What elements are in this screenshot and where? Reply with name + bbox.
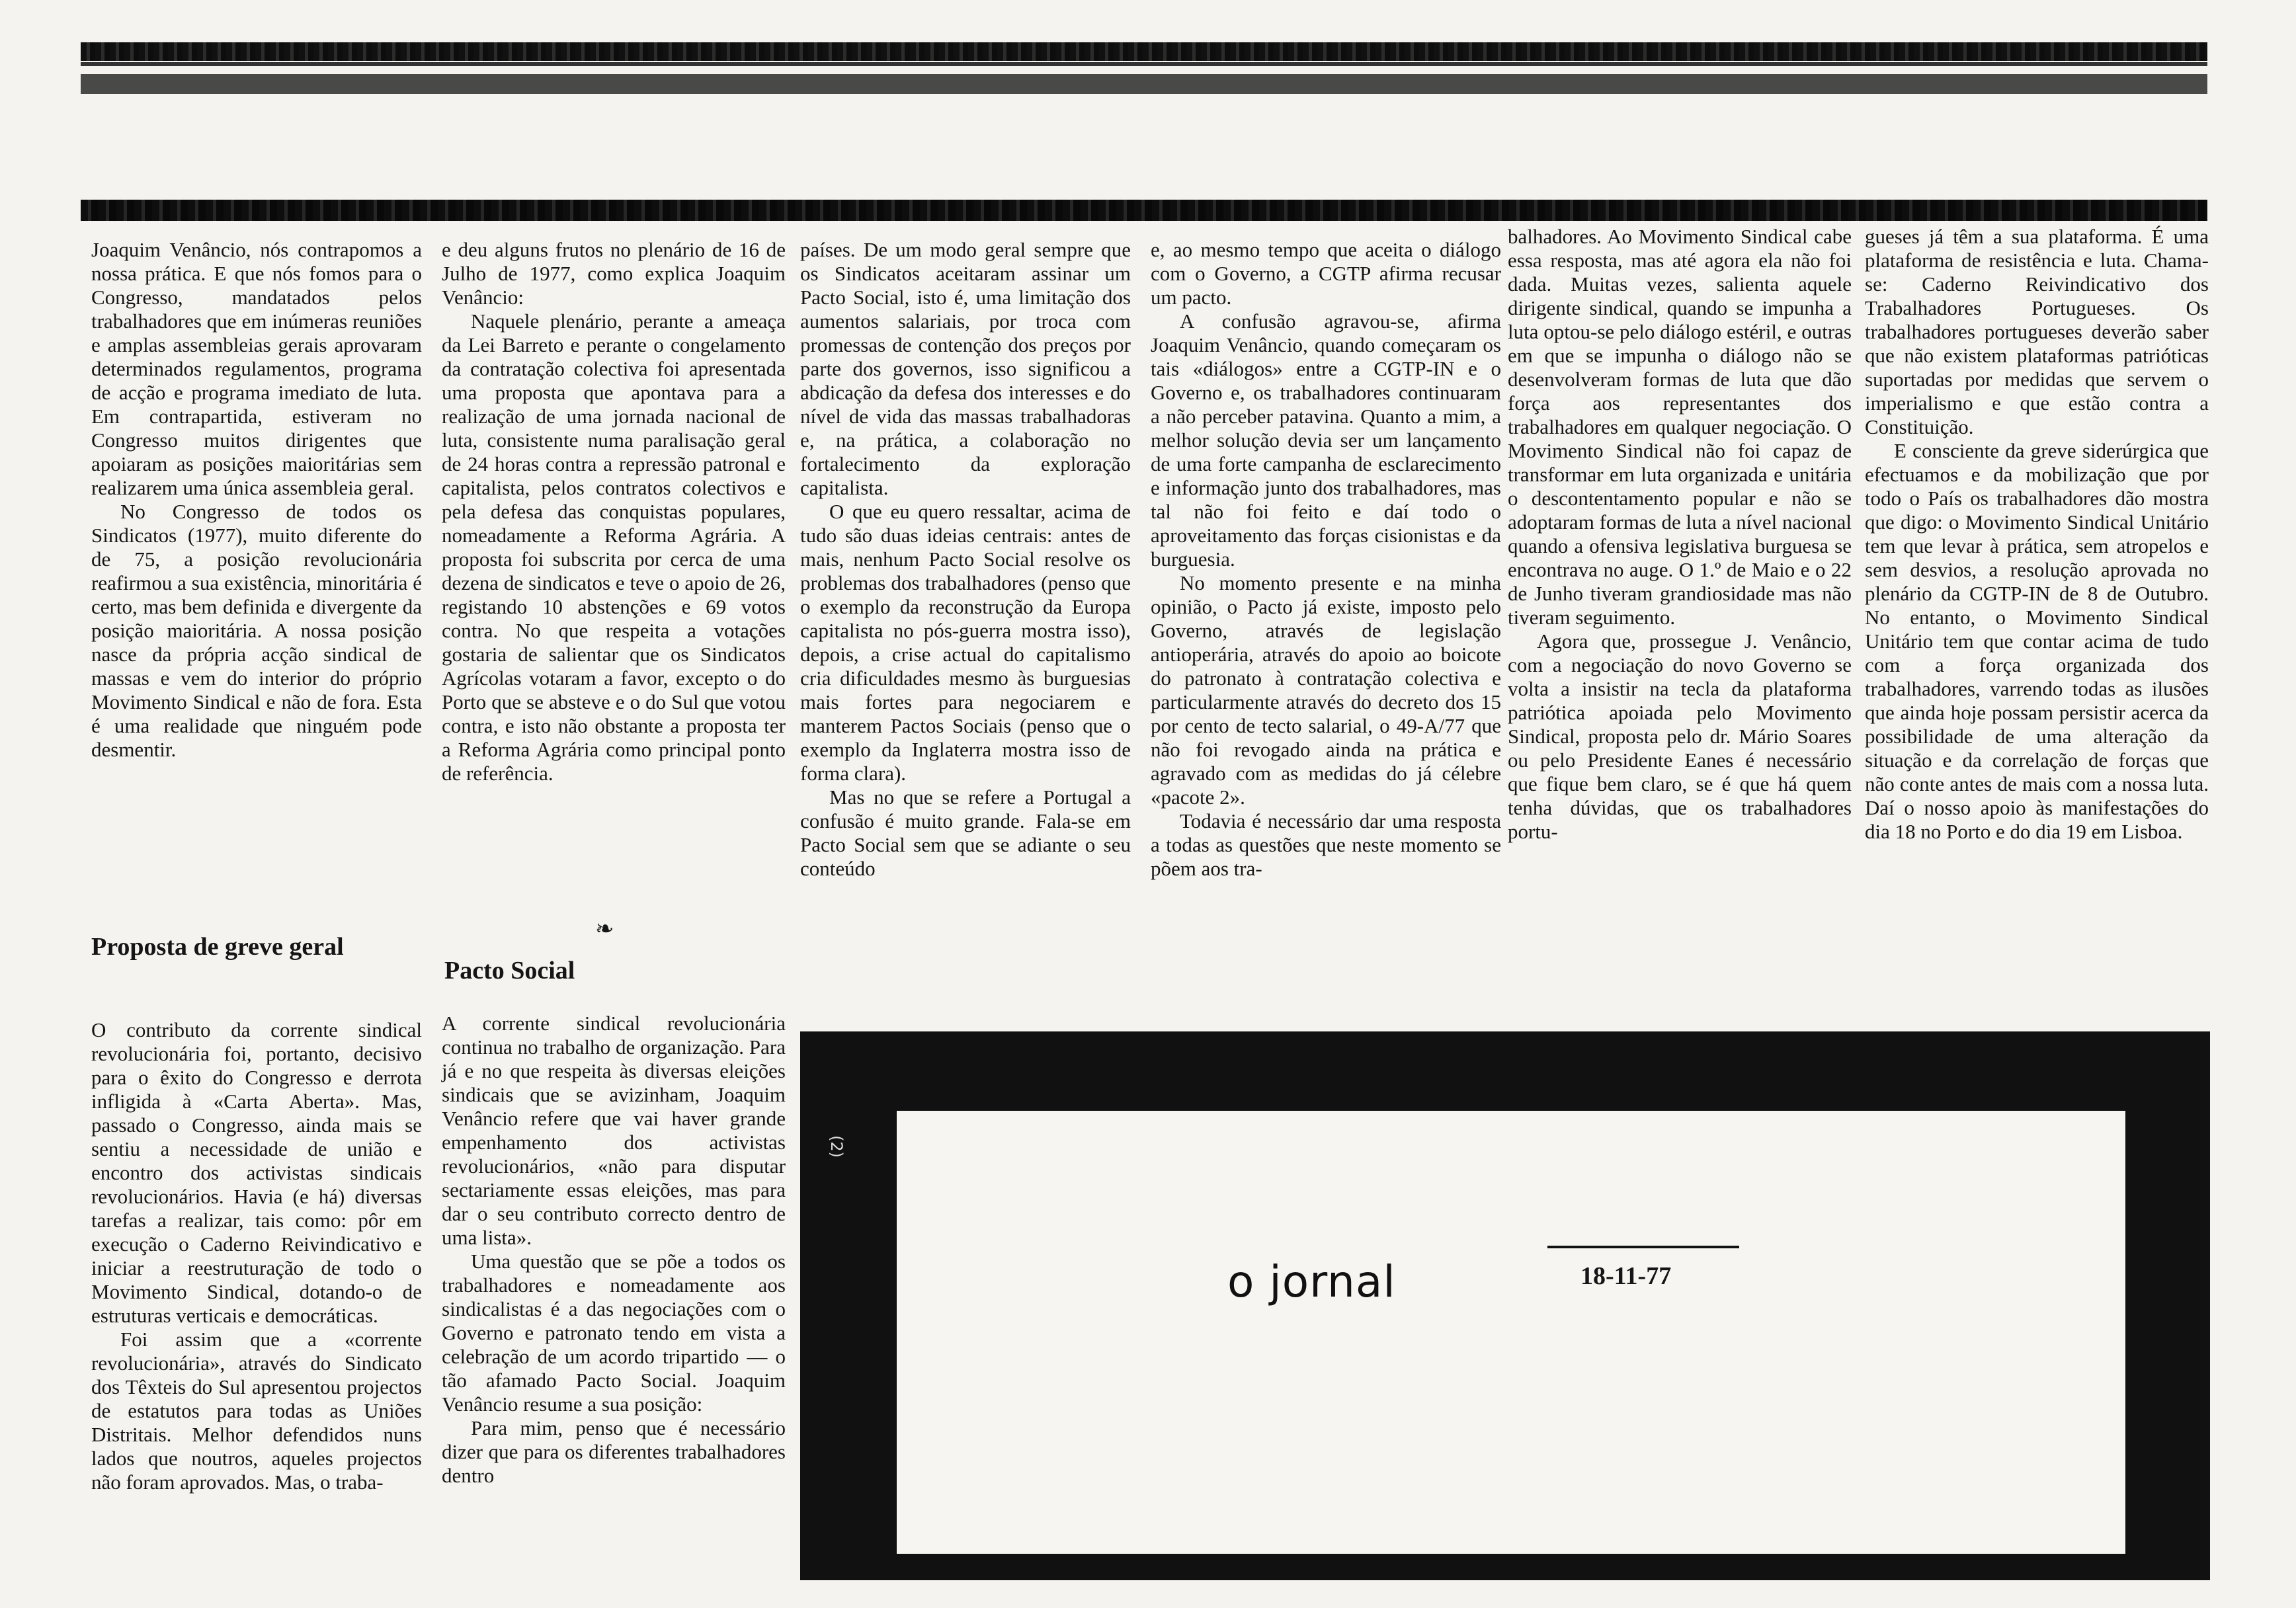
paragraph: balhadores. Ao Movimento Sindical cabe essa resposta, mas até agora ela não foi dada. Muitas vezes, salienta aquele dirigente sindical, quando se impunha a luta optou-se pelo diálogo estéril, e outras em que se impunha o diálogo não se desenvolveram formas de luta que dão força aos representantes dos trabalhadores em qualquer negociação. O Movimento Sindical não foi capaz de transformar em luta organizada e unitária o descontentamento popular e não se adoptaram formas de luta a nível nacional quando a ofensiva legislativa burguesa se encontrava no auge. O 1.º de Maio e o 22 de Junho tiveram grandiosidade mas não tiveram seguimento.: [1508, 225, 1852, 629]
masthead: o jornal: [1227, 1256, 1396, 1307]
paragraph: O que eu quero ressaltar, acima de tudo são duas ideias centrais: antes de mais, nenhum Pacto Social resolve os problemas dos trabalhadores (penso que o exemplo da reconstrução da Europa capitalista no pós-guerra mostra isso), depois, a crise actual do capitalismo cria dificuldades mesmo às burguesias mais fortes para negociarem e manterem Pactos Sociais (penso que o exemplo da Inglaterra mostra isso de forma clara).: [800, 500, 1131, 785]
column-4: [1151, 238, 1501, 881]
column-3: [800, 238, 1131, 881]
subheading-proposta: Proposta de greve geral: [91, 933, 344, 961]
publication-date: 18-11-77: [1580, 1262, 1672, 1290]
paragraph: Uma questão que se põe a todos os trabalhadores e nomeadamente aos sindicalistas é a das negociações com o Governo e patronato tendo em vista a celebração de um acordo tripartido — o tão afamado Pacto Social. Joaquim Venâncio resume a sua posição:: [442, 1250, 786, 1416]
date-rule: [1547, 1246, 1739, 1248]
top-rule: [81, 42, 2207, 61]
column-2: [442, 238, 786, 785]
paragraph: Mas no que se refere a Portugal a confusão é muito grande. Fala-se em Pacto Social sem que se adiante o seu conteúdo: [800, 785, 1131, 880]
subheading-pacto-social: Pacto Social: [444, 957, 575, 985]
paragraph: e deu alguns frutos no plenário de 16 de Julho de 1977, como explica Joaquim Venâncio:: [442, 238, 786, 309]
column-header-rule: [81, 200, 2207, 221]
paragraph: E consciente da greve siderúrgica que efectuamos e da mobilização que por todo o País os trabalhadores dão mostra que digo: o Movimento Sindical Unitário tem que levar à prática, sem atropelos e sem desvios, a resolução aprovada no plenário da CGTP-IN de 8 de Outubro. No entanto, o Movimento Sindical Unitário tem que contar acima de tudo com a força organizada dos trabalhadores, varrendo todas as ilusões que ainda hoje possam persistir acerca da possibilidade de uma alteração da situação e da correlação de forças que não conte antes de mais com a nossa luta. Daí o nosso apoio às manifestações do dia 18 no Porto e do dia 19 em Lisboa.: [1865, 439, 2209, 843]
paragraph: Naquele plenário, perante a ameaça da Lei Barreto e perante o congelamento da contratação colectiva foi apresentada uma proposta que apontava para a realização de uma jornada nacional de luta, consistente numa paralisação geral de 24 horas contra a repressão patronal e capitalista, pelos contratos colectivos e pela defesa das conquistas populares, nomeadamente a Reforma Agrária. A proposta foi subscrita por cerca de uma dezena de sindicatos e teve o apoio de 26, registando 10 abstenções e 69 votos contra. No que respeita a votações gostaria de salientar que os Sindicatos Agrícolas votaram a favor, excepto o do Porto que se absteve e o do Sul que votou contra, e isto não obstante a proposta ter a Reforma Agrária como principal ponto de referência.: [442, 309, 786, 785]
paragraph: O contributo da corrente sindical revolucionária foi, portanto, decisivo para o êxito do Congresso e derrota infligida à «Carta Aberta». Mas, passado o Congresso, ainda mais se sentiu a necessidade de união e encontro dos activistas sindicais revolucionários. Havia (e há) diversas tarefas a realizar, tais como: pôr em execução o Caderno Reivindicativo e iniciar a reestruturação de todo o Movimento Sindical, dotando-o de estruturas verticais e democráticas.: [91, 1018, 422, 1327]
paragraph: A confusão agravou-se, afirma Joaquim Venâncio, quando começaram os tais «diálogos» entre a CGTP-IN e o Governo e, os trabalhadores continuaram a não perceber patavina. Quanto a mim, a melhor solução devia ser um lançamento de uma forte campanha de esclarecimento e informação junto dos trabalhadores, mas tal não foi feito e daí todo o aproveitamento das forças cisionistas e da burguesia.: [1151, 309, 1501, 571]
paragraph: gueses já têm a sua plataforma. É uma plataforma de resistência e luta. Chama-se: Caderno Reivindicativo dos Trabalhadores Portugueses. Os trabalhadores portugueses deverão saber que não existem plataformas patrióticas suportadas por medidas que servem o imperialismo e que estão contra a Constituição.: [1865, 225, 2209, 438]
column-5: [1508, 225, 1852, 844]
paragraph: países. De um modo geral sempre que os Sindicatos aceitaram assinar um Pacto Social, isto é, uma limitação dos aumentos salariais, por troca com promessas de contenção dos preços por parte dos governos, isso significou a abdicação da defesa dos interesses e do nível de vida das massas trabalhadoras e, na prática, a colaboração no fortalecimento da exploração capitalista.: [800, 238, 1131, 499]
photo-frame-inner: [897, 1111, 2125, 1554]
column-1: [91, 238, 422, 762]
top-rule-second: [81, 74, 2207, 94]
column-2-lower: [442, 1012, 786, 1488]
paragraph: Joaquim Venâncio, nós contrapomos a nossa prática. E que nós fomos para o Congresso, mandatados pelos trabalhadores que em inúmeras reuniões e amplas assembleias gerais aprovaram determinados regulamentos, programa de acção e programa imediato de luta. Em contrapartida, estiveram no Congresso muitos dirigentes que apoiaram as posições maioritárias sem realizarem uma única assembleia geral.: [91, 238, 422, 499]
column-6: [1865, 225, 2209, 844]
separator-ornament-icon: ❧: [595, 917, 614, 942]
paragraph: Agora que, prossegue J. Venâncio, com a negociação do novo Governo se volta a insistir na tecla da plataforma patriótica apoiada pelo Movimento Sindical, proposta pelo dr. Mário Soares ou pelo Presidente Eanes é necessário que fique bem claro, se é que há quem tenha dúvidas, que os trabalhadores portu-: [1508, 629, 1852, 843]
paragraph: No momento presente e na minha opinião, o Pacto já existe, imposto pelo Governo, através de legislação antioperária, através do apoio ao boicote do patronato à contratação colectiva e particularmente através do decreto dos 15 por cento de tecto salarial, o 49-A/77 que não foi revogado ainda na prática e agravado com as medidas do já célebre «pacote 2».: [1151, 571, 1501, 809]
paragraph: Para mim, penso que é necessário dizer que para os diferentes trabalhadores dentro: [442, 1416, 786, 1487]
frame-mark: (2): [827, 1135, 846, 1158]
paragraph: Todavia é necessário dar uma resposta a todas as questões que neste momento se põem aos tra-: [1151, 809, 1501, 880]
paragraph: No Congresso de todos os Sindicatos (1977), muito diferente do de 75, a posição revolucionária reafirmou a sua existência, minoritária é certo, mas bem definida e divergente da posição maioritária. A nossa posição nasce da própria acção sindical de massas e vem do interior do próprio Movimento Sindical e não de fora. Esta é uma realidade que ninguém pode desmentir.: [91, 500, 422, 761]
paragraph: A corrente sindical revolucionária continua no trabalho de organização. Para já e no que respeita às diversas eleições sindicais que se avizinham, Joaquim Venâncio refere que vai haver grande empenhamento dos activistas revolucionários, «não para disputar sectariamente essas eleições, mas para dar o seu contributo correcto dentro de uma lista».: [442, 1012, 786, 1249]
paragraph: e, ao mesmo tempo que aceita o diálogo com o Governo, a CGTP afirma recusar um pacto.: [1151, 238, 1501, 309]
column-1-lower: [91, 1018, 422, 1494]
paragraph: Foi assim que a «corrente revolucionária», através do Sindicato dos Têxteis do Sul apresentou projectos de estatutos para todas as Uniões Distritais. Melhor defendidos nuns lados que noutros, aqueles projectos não foram aprovados. Mas, o traba-: [91, 1328, 422, 1494]
top-rule-thin: [81, 62, 2207, 66]
